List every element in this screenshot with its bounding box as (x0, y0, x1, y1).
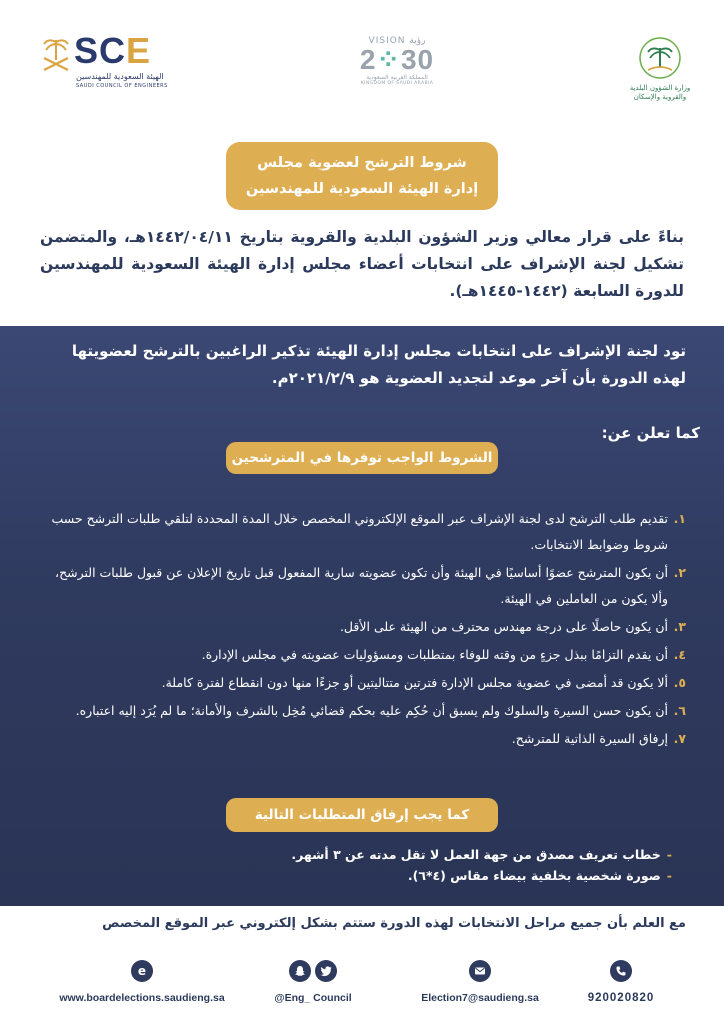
mail-icon (469, 960, 491, 982)
snapchat-icon[interactable] (289, 960, 311, 982)
header (0, 0, 724, 125)
ministry-name-line1: وزارة الشؤون البلدية (629, 84, 691, 92)
browser-e-icon (131, 960, 153, 982)
sce-wordmark: SCE (74, 30, 152, 71)
sce-english-name: SAUDI COUNCIL OF ENGINEERS (76, 83, 168, 89)
attachment-item: - خطاب تعريف مصدق من جهة العمل لا تقل مدته عن ٣ أشهر. (291, 847, 672, 862)
page-title: شروط الترشح لعضوية مجلس إدارة الهيئة السعودية للمهندسين (226, 142, 498, 210)
vision-english: KINGDOM OF SAUDI ARABIA (360, 81, 434, 86)
website-contact[interactable] (59, 958, 225, 1004)
social-handle[interactable]: @Eng_ Council (274, 992, 352, 1004)
email-contact[interactable] (414, 958, 546, 1004)
vision-arabic: المملكة العربية السعودية (366, 74, 428, 81)
announce-heading: كما تعلن عن: (601, 424, 700, 442)
vision-label: VISION رؤية (368, 36, 426, 46)
intro-paragraph: بناءً على قرار معالي وزير الشؤون البلدية والقروية بتاريخ ١٤٤٢/٠٤/١١هـ، والمتضمن تشكيل لجنة الإشراف على انتخابات أعضاء مجلس إدارة الهيئة السعودية للمهندسين للدورة السابعة (١٤٤٢-١٤٤٥هـ). (40, 228, 684, 300)
announcement-panel (0, 326, 724, 906)
membership-reminder: تود لجنة الإشراف على انتخابات مجلس إدارة الهيئة تذكير الراغبين بالترشح لعضويتها لهذه الدورة بأن آخر موعد لتجديد العضوية هو ٢٠٢١/٢/٩م. (71, 342, 686, 387)
palm-tree-icon (638, 36, 682, 80)
palm-swords-icon (40, 36, 72, 76)
ministry-logo (628, 36, 692, 106)
phone-number[interactable]: 920020820 (587, 992, 655, 1004)
vision-year: 2⁘30 (359, 44, 435, 75)
conditions-list (40, 506, 686, 754)
electronic-elections-note: مع العلم بأن جميع مراحل الانتخابات لهذه الدورة ستتم بشكل إلكتروني عبر الموقع المخصص (102, 916, 686, 931)
email-address[interactable]: Election7@saudieng.sa (421, 992, 539, 1004)
attachments-heading: كما يجب إرفاق المتطلبات التالية (226, 798, 498, 832)
condition-item: ٦. أن يكون حسن السيرة والسلوك ولم يسبق أن حُكِم عليه بحكم قضائي مُخِل بالشرف والأمانة؛ ما لم يُرَد إليه اعتباره. (75, 703, 686, 718)
condition-item: ٣. أن يكون حاصلًا على درجة مهندس محترف من الهيئة على الأقل. (339, 619, 686, 634)
phone-icon (610, 960, 632, 982)
phone-contact[interactable] (576, 958, 666, 1004)
condition-item: ٥. ألا يكون قد أمضى في عضوية مجلس الإدارة فترتين متتاليتين أو جزءًا منها دون انقطاع لفترة كاملة. (161, 675, 686, 690)
conditions-heading: الشروط الواجب توفرها في المترشحين (226, 442, 498, 474)
condition-item: ٢. أن يكون المترشح عضوًا أساسيًا في الهيئة وأن تكون عضويته سارية المفعول قبل تاريخ الإعلان عن قبول طلبات الترشح، وألا يكون من العاملين في الهيئة. (55, 565, 686, 606)
social-contact[interactable] (258, 958, 368, 1004)
ministry-name-line2: والقروية والإسكان (633, 93, 687, 101)
condition-item: ٤. أن يقدم التزامًا ببذل جزءٍ من وقته للوفاء بمتطلبات ومسؤوليات عضويته في مجلس الإدارة. (201, 647, 686, 662)
condition-item: ٧. إرفاق السيرة الذاتية للمترشح. (511, 731, 686, 746)
attachments-list (291, 844, 672, 886)
website-link[interactable]: www.boardelections.saudieng.sa (59, 992, 225, 1004)
sce-arabic-name: الهيئة السعودية للمهندسين (76, 72, 164, 81)
twitter-icon[interactable] (315, 960, 337, 982)
condition-item: ١. تقديم طلب الترشح لدى لجنة الإشراف عبر الموقع الإلكتروني المخصص خلال المدة المحددة لتلقي طلبات الترشح حسب شروط وضوابط الانتخابات. (51, 511, 686, 552)
vision-2030-logo (352, 36, 442, 91)
sce-logo (40, 30, 170, 94)
svg-text:e: e (137, 964, 147, 978)
attachment-item: - صورة شخصية بخلفية بيضاء مقاس (٤*٦). (407, 868, 672, 883)
footer (0, 906, 724, 1024)
